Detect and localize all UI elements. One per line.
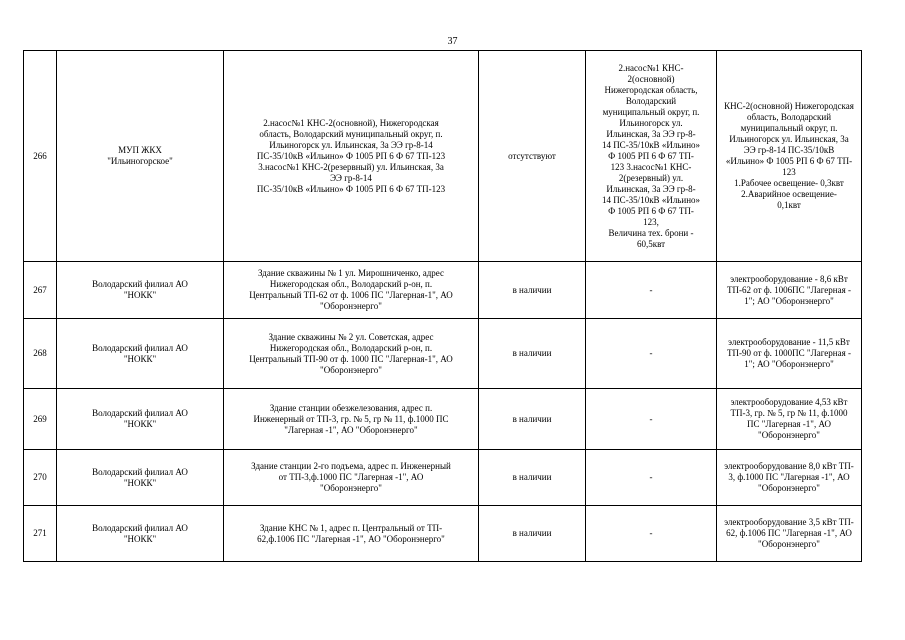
object-cell: Здание станции обезжелезования, адрес п. Инженерный от ТП-3, гр. № 5, гр № 11, ф.1000 ПС "Лагерная -1", АО "Оборонэнерго": [224, 389, 479, 450]
details-cell: -: [586, 506, 717, 562]
organization-cell: Володарский филиал АО "НОКК": [57, 450, 224, 506]
object-cell: Здание КНС № 1, адрес п. Центральный от ТП- 62,ф.1006 ПС "Лагерная -1", АО "Оборонэнерго": [224, 506, 479, 562]
equipment-cell: КНС-2(основной) Нижегородская область, Володарский муниципальный округ, п. Ильиногорск ул. Ильинская, 3а ЭЭ гр-8-14 ПС-35/10кВ «Ильино» Ф 1005 РП 6 Ф 67 ТП- 123 1.Рабочее освещение- 0,3квт 2.Аварийное освещение- 0,1квт: [717, 51, 862, 262]
table-row: [24, 450, 862, 506]
row-number-cell: 271: [24, 506, 57, 562]
details-cell: -: [586, 450, 717, 506]
status-cell: в наличии: [479, 506, 586, 562]
details-cell: -: [586, 262, 717, 319]
table-row: [24, 389, 862, 450]
equipment-cell: электрооборудование - 11,5 кВт ТП-90 от ф. 1000ПС "Лагерная - 1"; АО "Оборонэнерго": [717, 319, 862, 389]
status-cell: в наличии: [479, 262, 586, 319]
status-cell: отсутствуют: [479, 51, 586, 262]
table-row: [24, 506, 862, 562]
table-row: [24, 319, 862, 389]
table-row: [24, 262, 862, 319]
row-number-cell: 268: [24, 319, 57, 389]
details-cell: 2.насос№1 КНС- 2(основной) Нижегородская область, Володарский муниципальный округ, п. Ильиногорск ул. Ильинская, 3а ЭЭ гр-8- 14 ПС-35/10кВ «Ильино» Ф 1005 РП 6 Ф 67 ТП- 123 3.насос№1 КНС- 2(резервный) ул. Ильинская, 3а ЭЭ гр-8- 14 ПС-35/10кВ «Ильино» Ф 1005 РП 6 Ф 67 ТП- 123, Величина тех. брони - 60,5квт: [586, 51, 717, 262]
object-cell: Здание скважины № 2 ул. Советская, адрес Нижегородская обл., Володарский р-он, п. Центральный ТП-90 от ф. 1000 ПС "Лагерная-1", АО "Оборонэнерго": [224, 319, 479, 389]
equipment-cell: электрооборудование - 8,6 кВт ТП-62 от ф. 1006ПС "Лагерная - 1"; АО "Оборонэнерго": [717, 262, 862, 319]
equipment-cell: электрооборудование 8,0 кВт ТП- 3, ф.1000 ПС "Лагерная -1", АО "Оборонэнерго": [717, 450, 862, 506]
object-cell: Здание станции 2-го подъема, адрес п. Инженерный от ТП-3,ф.1000 ПС "Лагерная -1", АО "Оборонэнерго": [224, 450, 479, 506]
organization-cell: Володарский филиал АО "НОКК": [57, 506, 224, 562]
equipment-cell: электрооборудование 4,53 кВт ТП-3, гр. № 5, гр № 11, ф.1000 ПС "Лагерная -1", АО "Оборонэнерго": [717, 389, 862, 450]
data-table: [23, 50, 862, 562]
organization-cell: Володарский филиал АО "НОКК": [57, 389, 224, 450]
equipment-cell: электрооборудование 3,5 кВт ТП- 62, ф.1006 ПС "Лагерная -1", АО "Оборонэнерго": [717, 506, 862, 562]
row-number-cell: 270: [24, 450, 57, 506]
row-number-cell: 266: [24, 51, 57, 262]
organization-cell: Володарский филиал АО "НОКК": [57, 262, 224, 319]
status-cell: в наличии: [479, 319, 586, 389]
table-row: [24, 51, 862, 262]
status-cell: в наличии: [479, 450, 586, 506]
page-number: 37: [447, 36, 458, 47]
row-number-cell: 269: [24, 389, 57, 450]
organization-cell: МУП ЖКХ "Ильиногорское": [57, 51, 224, 262]
object-cell: Здание скважины № 1 ул. Мирошниченко, адрес Нижегородская обл., Володарский р-он, п. Центральный ТП-62 от ф. 1006 ПС "Лагерная-1", АО "Оборонэнерго": [224, 262, 479, 319]
details-cell: -: [586, 389, 717, 450]
organization-cell: Володарский филиал АО "НОКК": [57, 319, 224, 389]
details-cell: -: [586, 319, 717, 389]
status-cell: в наличии: [479, 389, 586, 450]
object-cell: 2.насос№1 КНС-2(основной), Нижегородская область, Володарский муниципальный округ, п. Ильиногорск ул. Ильинская, 3а ЭЭ гр-8-14 ПС-35/10кВ «Ильино» Ф 1005 РП 6 Ф 67 ТП-123 3.насос№1 КНС-2(резервный) ул. Ильинская, 3а ЭЭ гр-8-14 ПС-35/10кВ «Ильино» Ф 1005 РП 6 Ф 67 ТП-123: [224, 51, 479, 262]
row-number-cell: 267: [24, 262, 57, 319]
